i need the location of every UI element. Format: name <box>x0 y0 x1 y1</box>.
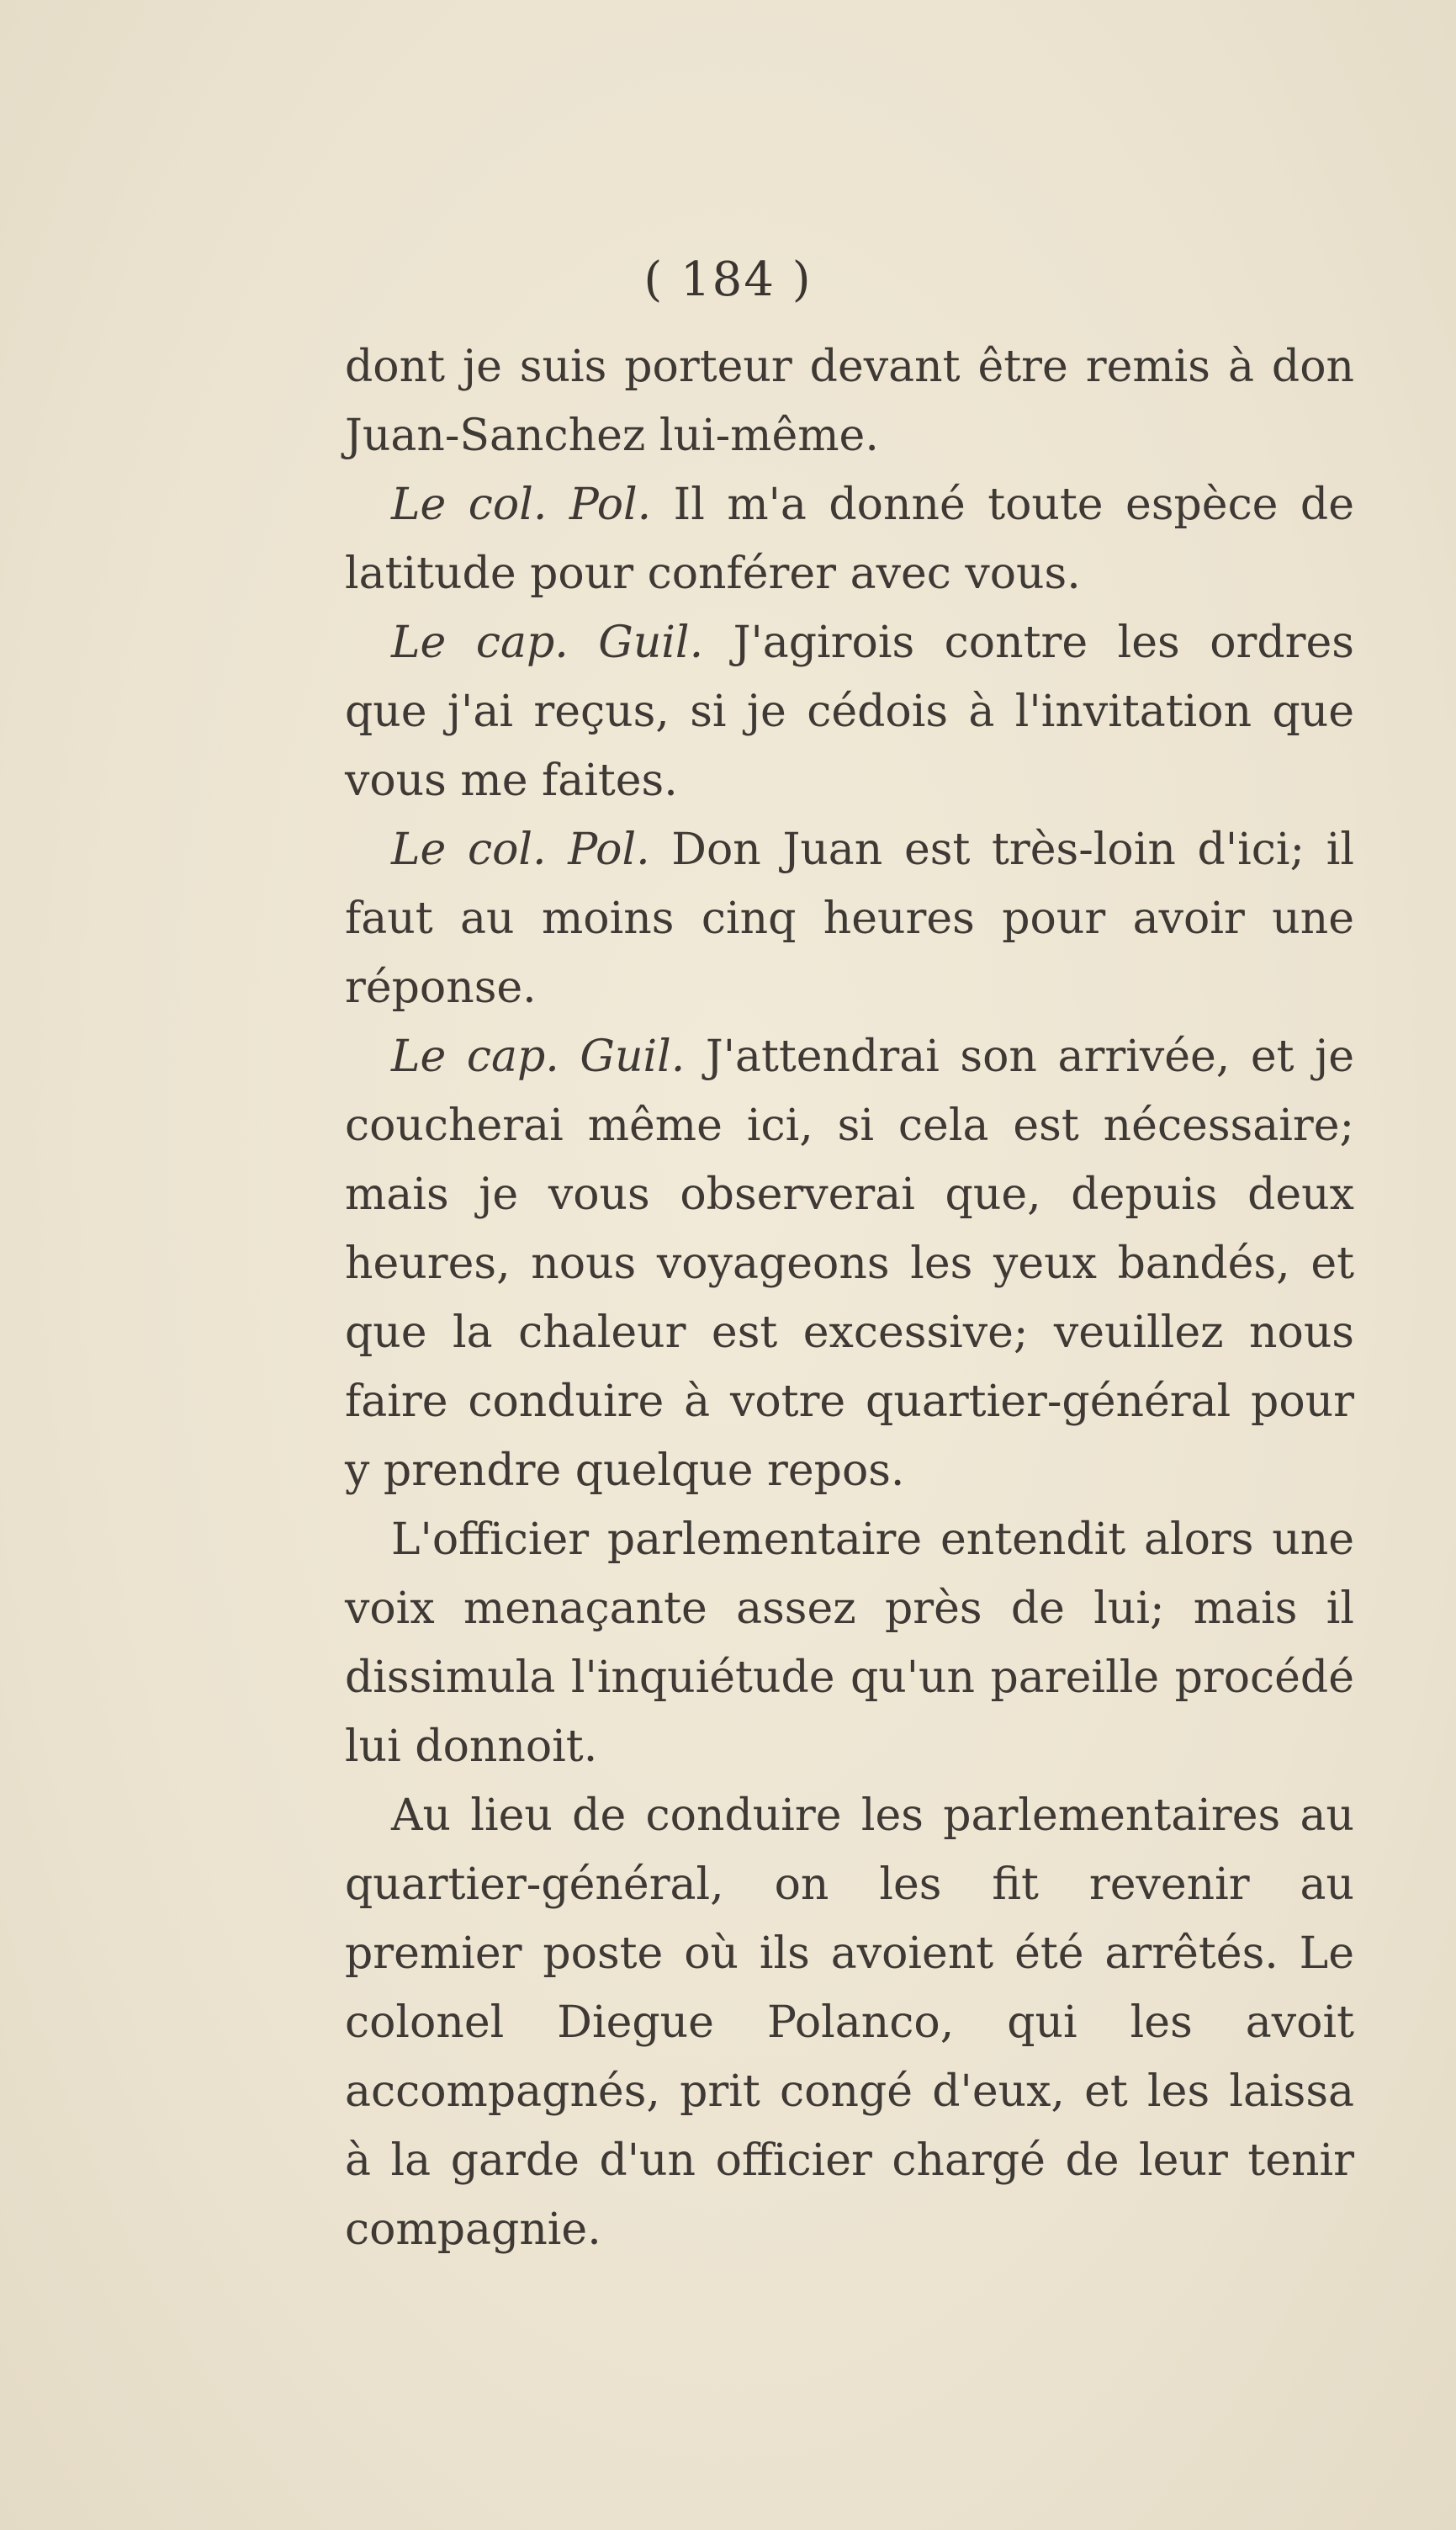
paragraph-3 <box>345 608 1354 815</box>
speaker-label: Le col. Pol. <box>391 480 652 530</box>
paragraph-text: J'attendrai son arrivée, et je coucherai même ici, si cela est nécessaire; mais je vous observerai que, depuis deux heures, nous voyageons les yeux bandés, et que la chaleur est excessive; veuillez nous faire conduire à votre quartier-général pour y prendre quelque repos. <box>345 1032 1355 1496</box>
paragraph-text: Don Juan est très-loin d'ici; il faut au moins cinq heures pour avoir une réponse. <box>345 825 1354 1013</box>
speaker-label: Le cap. Guil. <box>391 1032 686 1082</box>
paragraph-text: Au lieu de conduire les parlementaires au quartier-général, on les fit revenir au premier poste où ils avoient été arrêtés. Le colonel Diegue Polanco, qui les avoit accompagnés, prit congé d'eux, et les laissa à la garde d'un officier chargé de leur tenir compagnie. <box>345 1790 1354 2255</box>
body-text <box>345 332 1354 2264</box>
paragraph-text: Il m'a donné toute espèce de latitude pour conférer avec vous. <box>345 480 1354 599</box>
paragraph-text: J'agirois contre les ordres que j'ai reçus, si je cédois à l'invitation que vous me faites. <box>345 618 1354 806</box>
paragraph-7 <box>345 1781 1354 2264</box>
page-number: ( 184 ) <box>643 252 813 307</box>
paragraph-1 <box>345 332 1354 470</box>
paragraph-4 <box>345 815 1354 1022</box>
paragraph-text: dont je suis porteur devant être remis à don Juan-Sanchez lui-même. <box>345 342 1354 461</box>
speaker-label: Le col. Pol. <box>391 825 650 875</box>
paragraph-5 <box>345 1022 1354 1505</box>
paragraph-text: L'officier parlementaire entendit alors une voix menaçante assez près de lui; mais il dissimula l'inquiétude qu'un pareille procédé lui donnoit. <box>345 1514 1354 1772</box>
speaker-label: Le cap. Guil. <box>391 618 704 668</box>
paragraph-6 <box>345 1505 1354 1781</box>
paragraph-2 <box>345 470 1354 608</box>
